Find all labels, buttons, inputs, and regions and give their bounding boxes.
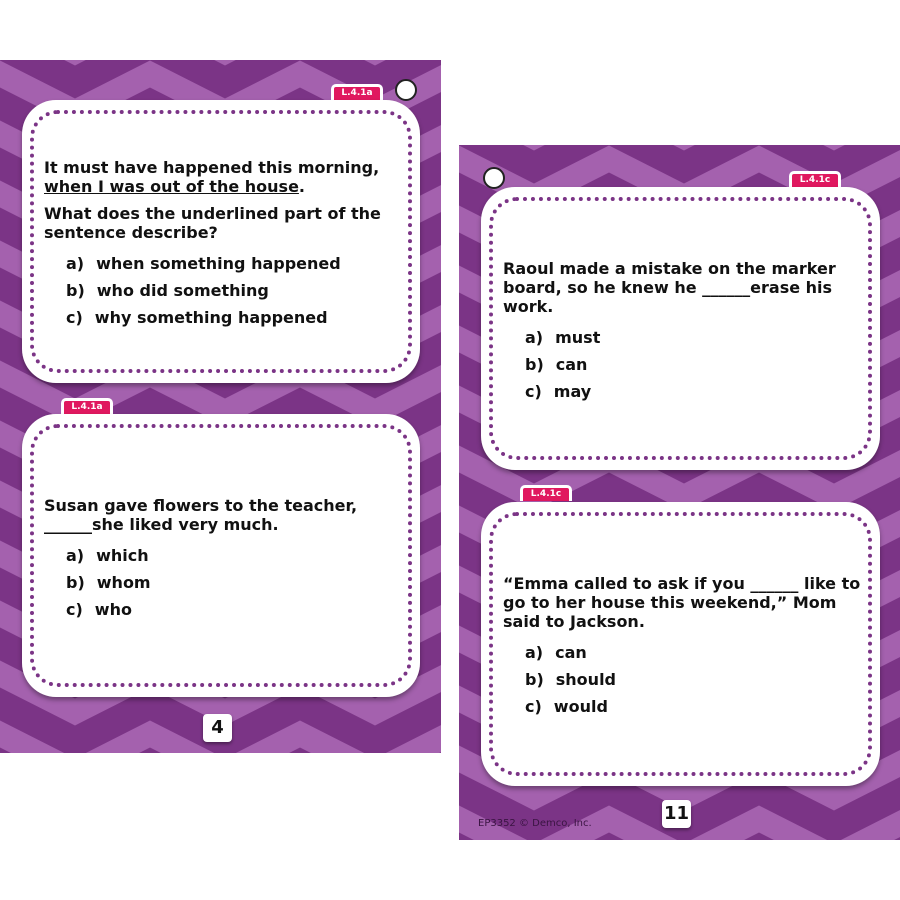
- question-text: Raoul made a mistake on the marker board, so he knew he ______erase his work.: [503, 259, 836, 316]
- prompt-sentence: It must have happened this morning, when I was out of the house.: [44, 158, 380, 196]
- answer-option[interactable]: b) can: [525, 355, 588, 374]
- answer-option[interactable]: a) which: [66, 546, 149, 565]
- answer-option[interactable]: c) would: [525, 697, 608, 716]
- punch-hole-icon: [395, 79, 417, 101]
- answer-option[interactable]: b) whom: [66, 573, 151, 592]
- right-flashcard-page: [459, 145, 900, 840]
- question-card: [481, 502, 880, 786]
- left-flashcard-page: [0, 60, 441, 753]
- standard-tag: L.4.1a: [61, 398, 113, 414]
- page-number: 11: [662, 800, 691, 828]
- answer-option[interactable]: c) who: [66, 600, 132, 619]
- standard-tag: L.4.1c: [789, 171, 841, 187]
- question-text: Susan gave flowers to the teacher, ______she liked very much.: [44, 496, 358, 534]
- question-card: [22, 414, 420, 697]
- answer-option[interactable]: b) should: [525, 670, 616, 689]
- answer-option[interactable]: a) can: [525, 643, 587, 662]
- answer-option[interactable]: c) why something happened: [66, 308, 328, 327]
- answer-option[interactable]: a) when something happened: [66, 254, 341, 273]
- answer-option[interactable]: c) may: [525, 382, 592, 401]
- standard-tag: L.4.1a: [331, 84, 383, 100]
- question-card: [22, 100, 420, 383]
- punch-hole-icon: [483, 167, 505, 189]
- question-card: [481, 187, 880, 470]
- page-number: 4: [203, 714, 232, 742]
- question-text: What does the underlined part of the sentence describe?: [44, 204, 381, 242]
- copyright-text: EP3352 © Demco, Inc.: [478, 818, 592, 829]
- standard-tag: L.4.1c: [520, 485, 572, 501]
- question-text: “Emma called to ask if you ______ like to go to her house this weekend,” Mom said to Jackson.: [503, 574, 861, 631]
- answer-option[interactable]: a) must: [525, 328, 601, 347]
- answer-option[interactable]: b) who did something: [66, 281, 269, 300]
